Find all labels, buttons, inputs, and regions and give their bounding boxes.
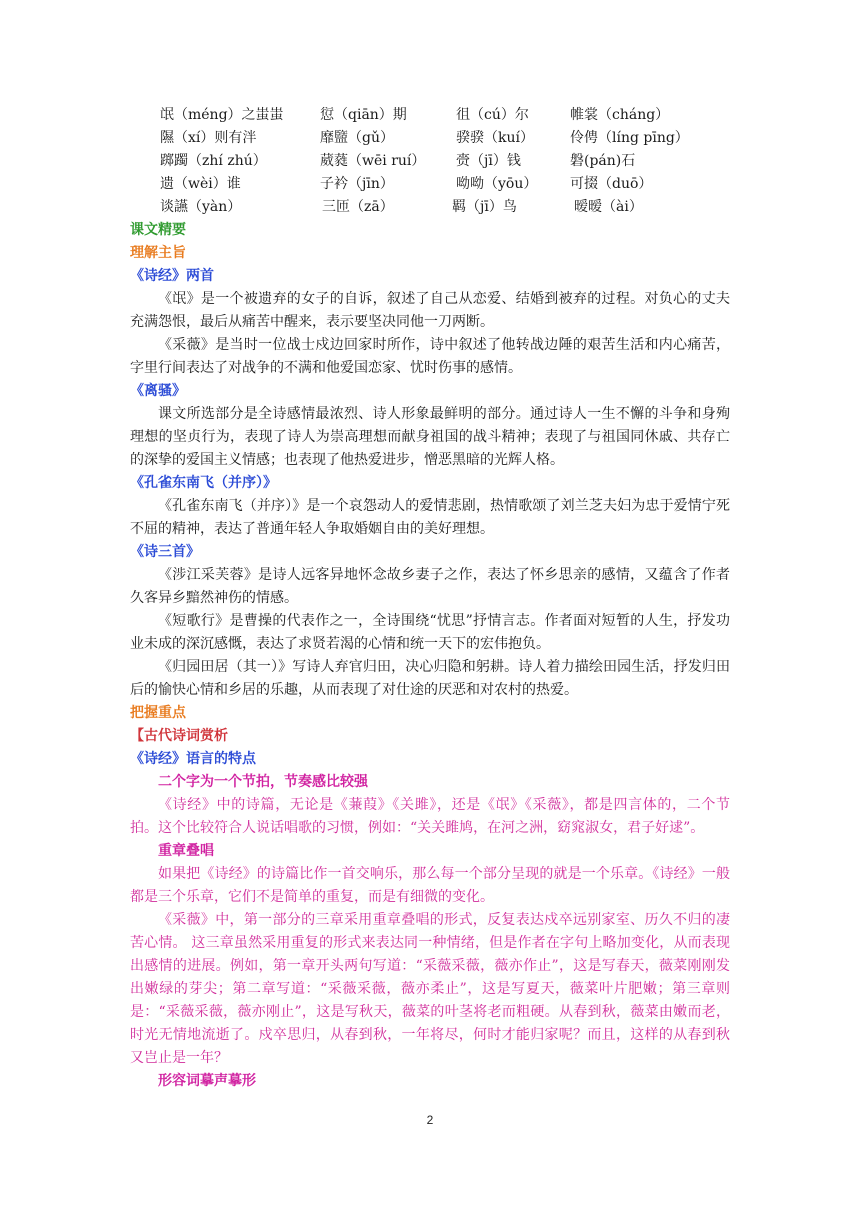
vocab-item: 呦呦（yōu） xyxy=(456,176,538,192)
heading-bawo-zhongdian: 把握重点 xyxy=(130,705,186,721)
vocab-item: 遗（wèi）谁 xyxy=(160,176,241,192)
vocab-item: 伶俜（líng pīng） xyxy=(570,130,689,146)
heading-lijie-zhuzhi: 理解主旨 xyxy=(130,245,186,261)
vocab-row xyxy=(130,196,730,219)
vocab-item: 葳蕤（wēi ruí） xyxy=(320,153,426,169)
vocab-row xyxy=(130,173,730,196)
vocab-item: 羁（jī）鸟 xyxy=(452,199,517,215)
paragraph: 《采薇》是当时一位战士戍边回家时所作，诗中叙述了他转战边陲的艰苦生活和内心痛苦，字里行间表达了对战争的不满和他爱国恋家、忧时伤事的感情。 xyxy=(130,337,730,376)
paragraph: 课文所选部分是全诗感情最浓烈、诗人形象最鲜明的部分。通过诗人一生不懈的斗争和身殉理想的坚贞行为，表现了诗人为崇高理想而献身祖国的战斗精神；表现了与祖国同休戚、共存亡的深挚的爱国主义情感；也表现了他热爱进步，憎恶黑暗的光辉人格。 xyxy=(130,406,730,468)
vocab-item: 氓（méng）之蚩蚩 xyxy=(160,107,284,123)
vocab-item: 隰（xí）则有泮 xyxy=(160,130,257,146)
heading-lisao: 《离骚》 xyxy=(130,383,186,399)
vocab-row xyxy=(130,150,730,173)
page-content xyxy=(130,104,730,1093)
heading-shisanshou: 《诗三首》 xyxy=(130,544,200,560)
vocab-item: 子衿（jīn） xyxy=(320,176,394,192)
paragraph: 《采薇》中，第一部分的三章采用重章叠唱的形式，反复表达戍卒远别家室、历久不归的凄苦心情。 这三章虽然采用重复的形式来表达同一种情绪，但是作者在字句上略加变化，从而表现出感情的进展。例如，第一章开头两句写道：“采薇采薇，薇亦作止”，这是写春天，薇菜刚刚发出嫩绿的芽尖；第二章写道：“采薇采薇，薇亦柔止”，这是写夏天，薇菜叶片肥嫩；第三章则是：“采薇采薇，薇亦刚止”，这是写秋天，薇菜的叶茎将老而粗硬。从春到秋，薇菜由嫩而老，时光无情地流逝了。戍卒思归，从春到秋，一年将尽，何时才能归家呢？而且，这样的从春到秋又岂止是一年？ xyxy=(130,912,730,1066)
vocab-item: 徂（cú）尔 xyxy=(456,107,529,123)
vocabulary-table xyxy=(130,104,730,219)
vocab-item: 踯躅（zhí zhú） xyxy=(160,153,267,169)
vocab-item: 赍（jī）钱 xyxy=(456,153,521,169)
paragraph: 《氓》是一个被遗弃的女子的自诉，叙述了自己从恋爱、结婚到被弃的过程。对负心的丈夫充满怨恨，最后从痛苦中醒来，表示要坚决同他一刀两断。 xyxy=(130,291,730,330)
paragraph: 《涉江采芙蓉》是诗人远客异地怀念故乡妻子之作，表达了怀乡思亲的感情，又蕴含了作者久客异乡黯然神伤的情感。 xyxy=(130,567,730,606)
heading-kongque: 《孔雀东南飞（并序）》 xyxy=(130,475,277,491)
vocab-item: 可掇（duō） xyxy=(570,176,653,192)
vocab-item: 暧暧（ài） xyxy=(574,199,643,215)
paragraph: 《孔雀东南飞（并序）》是一个哀怨动人的爱情悲剧，热情歌颂了刘兰芝夫妇为忠于爱情宁死不屈的精神，表达了普通年轻人争取婚姻自由的美好理想。 xyxy=(130,498,730,537)
paragraph: 《归园田居（其一）》写诗人弃官归田，决心归隐和躬耕。诗人着力描绘田园生活，抒发归田后的愉快心情和乡居的乐趣，从而表现了对仕途的厌恶和对农村的热爱。 xyxy=(130,659,730,698)
paragraph: 如果把《诗经》的诗篇比作一首交响乐，那么每一个部分呈现的就是一个乐章。《诗经》一般都是三个乐章，它们不是简单的重复，而是有细微的变化。 xyxy=(130,866,730,905)
vocab-row xyxy=(130,127,730,150)
page-number: 2 xyxy=(426,1113,434,1127)
heading-shijing-yuyan: 《诗经》语言的特点 xyxy=(130,751,256,767)
subheading: 二个字为一个节拍，节奏感比较强 xyxy=(158,774,368,790)
heading-gudai-shici: 【古代诗词赏析 xyxy=(130,728,228,744)
vocab-item: 谈讌（yàn） xyxy=(160,199,242,215)
vocab-item: 骙骙（kuí） xyxy=(456,130,534,146)
vocab-item: 三匝（zā） xyxy=(322,199,394,215)
heading-shijing: 《诗经》两首 xyxy=(130,268,214,284)
vocab-item: 帷裳（cháng） xyxy=(570,107,670,123)
paragraph: 《短歌行》是曹操的代表作之一，全诗围绕“忧思”抒情言志。作者面对短暂的人生，抒发功业未成的深沉感慨，表达了求贤若渴的心情和统一天下的宏伟抱负。 xyxy=(130,613,730,652)
heading-kewen-jingyao: 课文精要 xyxy=(130,222,186,238)
vocab-item: 靡盬（gǔ） xyxy=(320,130,394,146)
subheading: 形容词摹声摹形 xyxy=(158,1073,256,1089)
paragraph: 《诗经》中的诗篇，无论是《蒹葭》《关雎》，还是《氓》《采薇》，都是四言体的，二个节拍。这个比较符合人说话唱歌的习惯，例如：“关关雎鸠，在河之洲，窈窕淑女，君子好逑”。 xyxy=(130,797,730,836)
subheading: 重章叠唱 xyxy=(158,843,214,859)
vocab-row xyxy=(130,104,730,127)
vocab-item: 磐(pán)石 xyxy=(570,153,636,169)
vocab-item: 愆（qiān）期 xyxy=(320,107,407,123)
